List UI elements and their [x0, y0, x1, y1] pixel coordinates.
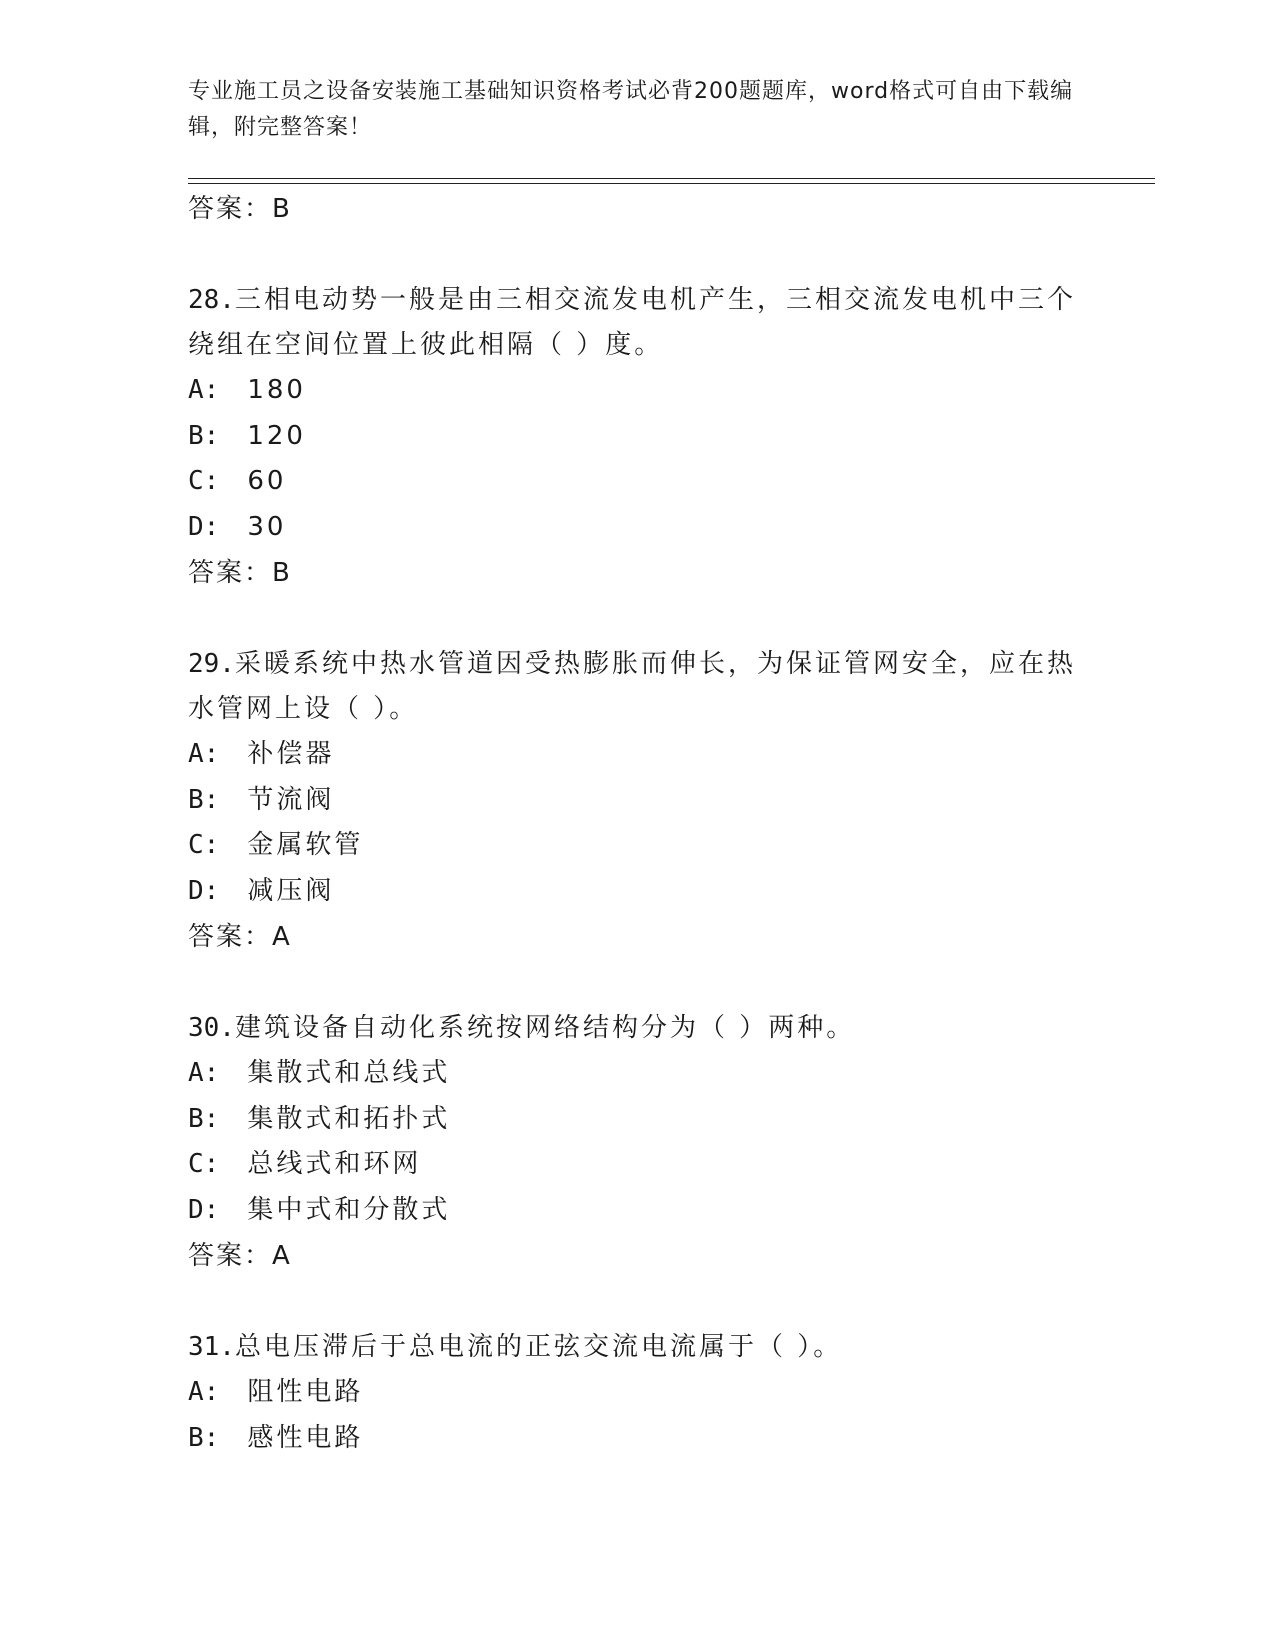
question-stem: 采暖系统中热水管道因受热膨胀而伸长，为保证管网安全，应在热水管网上设（ ）。	[188, 649, 1076, 724]
option-letter: C:	[188, 1149, 220, 1179]
question-text	[188, 1006, 1088, 1051]
option-letter: D:	[188, 511, 220, 542]
option-text: 感性电路	[247, 1422, 364, 1453]
option-b	[188, 1097, 1088, 1143]
header-note: 专业施工员之设备安装施工基础知识资格考试必背200题题库，word格式可自由下载编辑，附完整答案！	[188, 79, 1074, 140]
option-a	[188, 1370, 1088, 1416]
option-letter: A:	[188, 739, 220, 769]
option-text: 补偿器	[247, 739, 335, 769]
option-letter: D:	[188, 1194, 220, 1225]
option-text: 节流阀	[247, 784, 335, 815]
option-text: 120	[247, 420, 306, 451]
option-text: 金属软管	[247, 830, 364, 860]
option-letter: B:	[188, 784, 220, 815]
option-text: 减压阀	[247, 875, 335, 906]
question-text	[188, 642, 1088, 732]
question-stem: 总电压滞后于总电流的正弦交流电流属于（ ）。	[234, 1332, 843, 1362]
option-d	[188, 869, 1088, 915]
option-d	[188, 1188, 1088, 1234]
option-letter: B:	[188, 1422, 220, 1453]
option-letter: C:	[188, 830, 220, 860]
option-text: 集散式和总线式	[247, 1058, 451, 1088]
option-c	[188, 459, 1088, 505]
option-letter: B:	[188, 1103, 220, 1134]
option-c	[188, 1142, 1088, 1188]
option-letter: A:	[188, 375, 220, 405]
option-a	[188, 1051, 1088, 1097]
option-letter: A:	[188, 1377, 220, 1407]
answer-line: 答案：A	[188, 1241, 292, 1271]
option-a	[188, 368, 1088, 414]
question-stem: 三相电动势一般是由三相交流发电机产生，三相交流发电机中三个绕组在空间位置上彼此相隔（ ）度。	[188, 285, 1076, 360]
question-block	[188, 1325, 1088, 1461]
question-block	[188, 278, 1088, 596]
option-b	[188, 1416, 1088, 1462]
option-letter: B:	[188, 420, 220, 451]
question-text	[188, 1325, 1088, 1370]
header-divider	[188, 178, 1155, 184]
option-letter: C:	[188, 466, 220, 496]
answer-line: 答案：A	[188, 922, 292, 952]
document-body	[188, 186, 1088, 1461]
option-b	[188, 414, 1088, 460]
question-stem: 建筑设备自动化系统按网络结构分为（ ）两种。	[234, 1013, 856, 1043]
option-text: 30	[247, 511, 287, 542]
option-text: 集中式和分散式	[247, 1194, 451, 1225]
option-d	[188, 505, 1088, 551]
question-text	[188, 278, 1088, 368]
option-text: 60	[247, 466, 287, 496]
answer-line: 答案：B	[188, 194, 292, 224]
question-number: 31.	[188, 1332, 235, 1362]
option-letter: A:	[188, 1058, 220, 1088]
option-text: 集散式和拓扑式	[247, 1103, 451, 1134]
option-letter: D:	[188, 875, 220, 906]
option-text: 总线式和环网	[247, 1149, 422, 1179]
option-b	[188, 778, 1088, 824]
option-a	[188, 732, 1088, 778]
question-block	[188, 642, 1088, 960]
question-number: 28.	[188, 285, 235, 315]
option-c	[188, 823, 1088, 869]
option-text: 阻性电路	[247, 1377, 364, 1407]
question-block	[188, 1006, 1088, 1279]
question-number: 29.	[188, 649, 235, 679]
answer-line: 答案：B	[188, 558, 292, 588]
question-number: 30.	[188, 1013, 235, 1043]
option-text: 180	[247, 375, 306, 405]
